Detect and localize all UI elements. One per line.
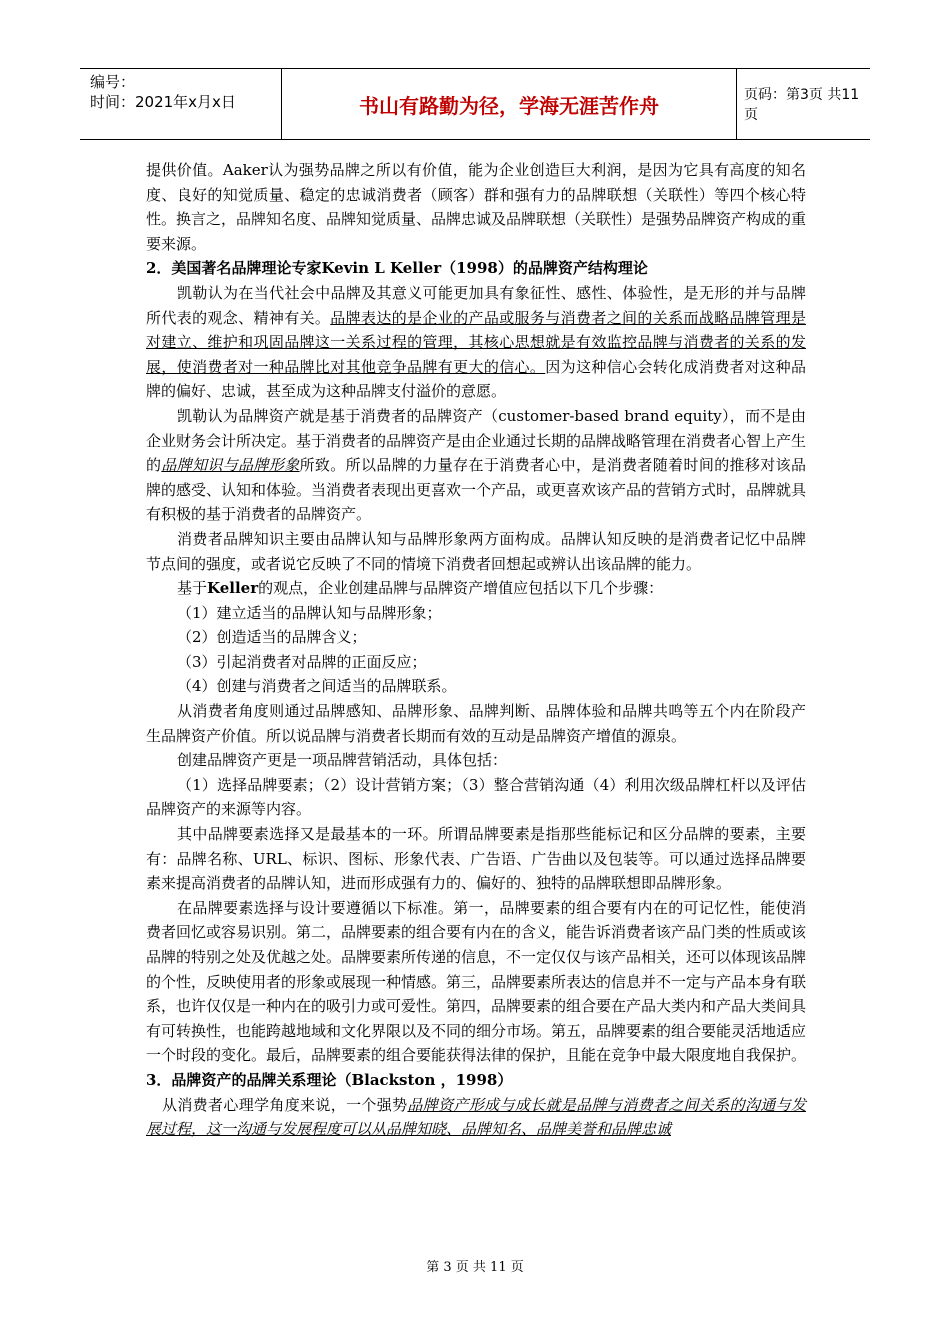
header-meta: [80, 69, 282, 139]
list-item: （3）引起消费者对品牌的正面反应；: [177, 652, 427, 671]
text: 基于: [177, 579, 208, 598]
paragraph: 创建品牌资产更是一项品牌营销活动，具体包括：: [177, 751, 508, 770]
paragraph: 其中品牌要素选择又是最基本的一环。所谓品牌要素是指那些能标记和区分品牌的要素，主要有：品牌名称、URL、标识、图标、形象代表、广告语、广告曲以及包装等。可以通过选择品牌要素来提高消费者的品牌认知，进而形成强有力的、偏好的、独特的品牌联想即品牌形象。: [146, 825, 806, 893]
text: 从消费者心理学角度来说，一个强势: [162, 1095, 408, 1114]
text: 的观点，企业创建品牌与品牌资产增值应包括以下几个步骤：: [258, 579, 664, 598]
paragraph: [146, 1093, 806, 1142]
emphasized-text: 品牌知识与品牌形象: [161, 456, 300, 475]
bold-text: Keller: [207, 579, 259, 598]
paragraph: 从消费者角度则通过品牌感知、品牌形象、品牌判断、品牌体验和品牌共鸣等五个内在阶段产生品牌资产价值。所以说品牌与消费者长期而有效的互动是品牌资产增值的源泉。: [146, 702, 806, 745]
list-item: （2）创造适当的品牌含义；: [177, 628, 367, 647]
header-time: 时间：2021年x月x日: [90, 93, 236, 111]
list-item: （1）建立适当的品牌认知与品牌形象；: [177, 603, 442, 622]
document-body: [146, 158, 806, 1142]
emphasized-text: 品牌资产形成与成长就是品牌与消费者之间关系的沟通与发展过程，这一沟通与发展程度可以从品牌知晓、品牌知名、品牌美誉和品牌忠诚: [146, 1095, 806, 1139]
text: 凯勒认为品牌资产就是基于消费者的品牌资产（customer-based brand equity），而不是由企业财务会计所决定。基于消费者的品牌资产是由企业通过长期的品牌战略管理在消费者心智上产生的: [146, 406, 807, 475]
paragraph: [146, 404, 806, 527]
header-motto: 书山有路勤为径，学海无涯苦作舟: [282, 69, 737, 139]
paragraph: 提供价值。Aaker认为强势品牌之所以有价值，能为企业创造巨大利润，是因为它具有高度的知名度、良好的知觉质量、稳定的忠诚消费者（顾客）群和强有力的品牌联想（关联性）等四个核心特性。换言之，品牌知名度、品牌知觉质量、品牌忠诚及品牌联想（关联性）是强势品牌资产构成的重要来源。: [146, 161, 807, 253]
paragraph: （1）选择品牌要素；（2）设计营销方案；（3）整合营销沟通（4）利用次级品牌杠杆以及评估品牌资产的来源等内容。: [146, 775, 806, 819]
text: 所致。所以品牌的力量存在于消费者心中，是消费者随着时间的推移对该品牌的感受、认知和体验。当消费者表现出更喜欢一个产品，或更喜欢该产品的营销方式时，品牌就具有积极的基于消费者的品牌资产。: [146, 456, 807, 524]
text: 凯勒认为在当代社会中品牌及其意义可能更加具有象征性、感性、体验性，是无形的并与品牌所代表的观念、精神有关。: [146, 283, 806, 327]
section-heading: 3．品牌资产的品牌关系理论（Blackston ，1998）: [146, 1070, 513, 1089]
page-footer: 第 3 页 共 11 页: [426, 1260, 524, 1275]
header-number: 编号：: [90, 73, 136, 91]
paragraph: [146, 576, 806, 601]
list-item: （4）创建与消费者之间适当的品牌联系。: [177, 677, 457, 696]
paragraph: 在品牌要素选择与设计要遵循以下标准。第一，品牌要素的组合要有内在的可记忆性，能使消费者回忆或容易识别。第二，品牌要素的组合要有内在的含义，能告诉消费者该产品门类的性质或该品牌的特别之处及优越之处。品牌要素所传递的信息，不一定仅仅与该产品相关，还可以体现该品牌的个性，反映使用者的形象或展现一种情感。第三，品牌要素所表达的信息并不一定与产品本身有联系，也许仅仅是一种内在的吸引力或可爱性。第四，品牌要素的组合要在产品大类内和产品大类间具有可转换性，也能跨越地域和文化界限以及不同的细分市场。第五，品牌要素的组合要能灵活地适应一个时段的变化。最后，品牌要素的组合要能获得法律的保护，且能在竞争中最大限度地自我保护。: [146, 898, 807, 1065]
page-header: [80, 68, 870, 140]
underlined-text: 品牌表达的是企业的产品或服务与消费者之间的关系而战略品牌管理是对建立、维护和巩固品牌这一关系过程的管理，其核心思想就是有效监控品牌与消费者的关系的发展，使消费者对一种品牌比对其他竞争品牌有更大的信心。: [146, 308, 806, 376]
section-heading: 2．美国著名品牌理论专家Kevin L Keller（1998）的品牌资产结构理论: [146, 259, 648, 278]
text: 因为这种信心会转化成消费者对这种品牌的偏好、忠诚，甚至成为这种品牌支付溢价的意愿。: [146, 357, 806, 401]
paragraph: [146, 281, 806, 404]
header-page: 页码：第3页 共11页: [744, 87, 860, 123]
paragraph: 消费者品牌知识主要由品牌认知与品牌形象两方面构成。品牌认知反映的是消费者记忆中品牌节点间的强度，或者说它反映了不同的情境下消费者回想起或辨认出该品牌的能力。: [146, 529, 806, 573]
